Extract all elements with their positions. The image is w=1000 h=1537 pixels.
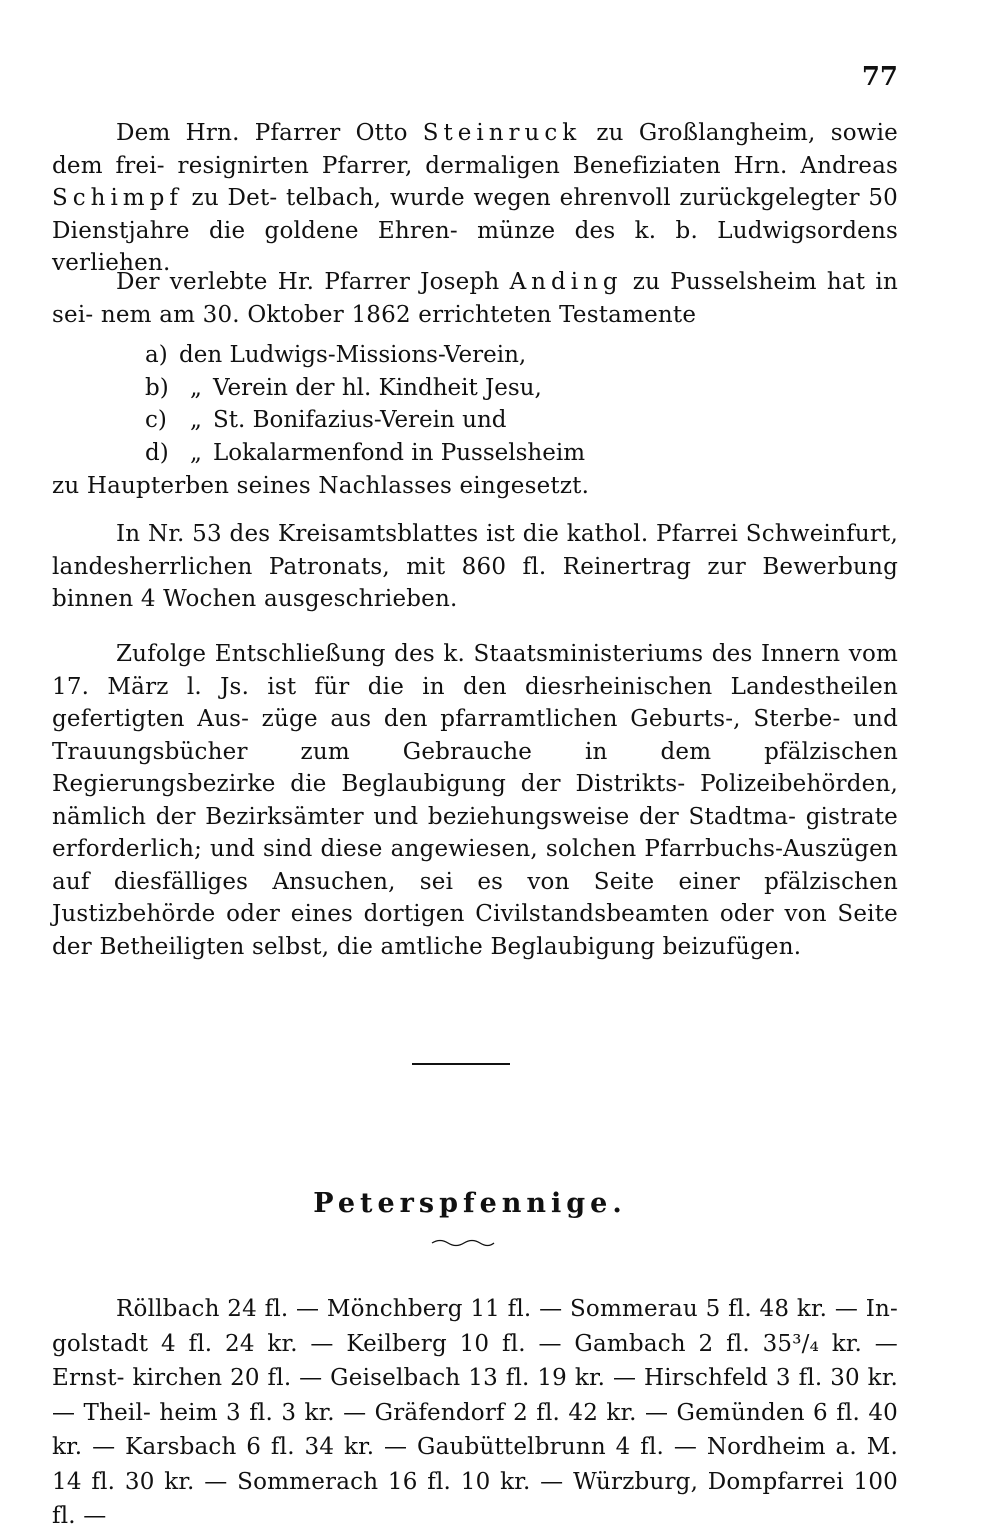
paragraph-pfarrei-schweinfurt xyxy=(52,518,898,616)
page-number: 77 xyxy=(861,62,898,92)
paragraph-pfarrei-schweinfurt-text: In Nr. 53 des Kreisamtsblattes ist die kathol. Pfarrei Schweinfurt, landesherrlichen Patronats, mit 860 fl. Reinertrag zur Bewerbung binnen 4 Wochen ausgeschrieben. xyxy=(52,521,898,612)
p1-tail: zu Det- telbach, wurde wegen ehrenvoll zurückgelegter 50 Dienstjahre die goldene Ehren- münze des k. b. Ludwigsordens verliehen. xyxy=(52,185,898,276)
section-title: Peterspfennige. xyxy=(313,1188,627,1219)
paragraph-testament-text xyxy=(52,266,898,331)
name-steinruck: Steinruck xyxy=(422,120,582,146)
ditto-mark: „ xyxy=(190,407,202,433)
paragraph-beglaubigung-text: Zufolge Entschließung des k. Staatsministeriums des Innern vom 17. März l. Js. ist für die in den diesrheinischen Landestheilen gefertigten Aus- züge aus den pfarramtlichen Geburts-, Sterbe- und Trauungsbücher zum Gebrauche in dem pfälzischen Regierungsbezirke die Beglaubigung der Distrikts- Polizeibehörden, nämlich der Bezirksämter und beziehungsweise der Stadtma- gistrate erforderlich; und sind diese angewiesen, solchen Pfarrbuchs-Auszügen auf diesfälliges Ansuchen, sei es von Seite einer pfälzischen Justizbehörde oder eines dortigen Civilstandsbeamten oder von Seite der Betheiligten selbst, die amtliche Beglaubigung beizufügen. xyxy=(52,641,898,960)
ditto-mark: „ xyxy=(190,439,202,466)
peterspfennige-list xyxy=(52,1292,898,1534)
paragraph-testament xyxy=(52,266,898,331)
list-item xyxy=(145,437,585,470)
name-schimpf: Schimpf xyxy=(52,185,183,211)
list-text: St. Bonifazius-Verein und xyxy=(213,407,507,433)
section-divider xyxy=(412,1063,510,1065)
list-item xyxy=(145,339,585,372)
paragraph-testament-close xyxy=(52,470,898,503)
ornament-wave xyxy=(430,1236,496,1250)
paragraph-ehrenmuenze xyxy=(52,117,898,280)
paragraph-beglaubigung xyxy=(52,638,898,963)
paragraph-ehrenmuenze-text xyxy=(52,117,898,280)
peterspfennige-text: Röllbach 24 fl. — Mönchberg 11 fl. — Sommerau 5 fl. 48 kr. — In- golstadt 4 fl. 24 kr. — Keilberg 10 fl. — Gambach 2 fl. 35³/₄ kr. — Ernst- kirchen 20 fl. — Geiselbach 13 fl. 19 kr. — Hirschfeld 3 fl. 30 kr. — Theil- heim 3 fl. 3 kr. — Gräfendorf 2 fl. 42 kr. — Gemünden 6 fl. 40 kr. — Karsbach 6 fl. 34 kr. — Gaubüttelbrunn 4 fl. — Nordheim a. M. 14 fl. 30 kr. — Sommerach 16 fl. 10 kr. — Würzburg, Dompfarrei 100 fl. — xyxy=(52,1296,898,1529)
list-text: den Ludwigs-Missions-Verein, xyxy=(179,342,527,368)
name-anding: Anding xyxy=(509,269,623,295)
p1-lead: Dem Hrn. Pfarrer Otto xyxy=(116,120,423,146)
list-marker: b) xyxy=(145,374,169,401)
paragraph-testament-close-text: zu Haupterben seines Nachlasses eingesetzt. xyxy=(52,473,590,499)
p1-middle: zu Großlangheim, sowie dem frei- resignirten Pfarrer, dermaligen Benefiziaten Hrn. Andreas xyxy=(52,120,898,179)
list-item xyxy=(145,404,585,437)
list-marker: d) xyxy=(145,439,169,466)
list-item xyxy=(145,372,585,405)
p2-tail: zu Pusselsheim hat in sei- nem am 30. Oktober 1862 errichteten Testamente xyxy=(52,269,898,328)
list-marker: a) xyxy=(145,342,168,368)
heirs-list xyxy=(145,339,585,469)
p2-lead: Der verlebte Hr. Pfarrer Joseph xyxy=(116,269,510,295)
ditto-mark: „ xyxy=(190,374,202,401)
list-marker: c) xyxy=(145,407,167,433)
list-text: Verein der hl. Kindheit Jesu, xyxy=(213,374,542,401)
list-text: Lokalarmenfond in Pusselsheim xyxy=(213,439,586,466)
